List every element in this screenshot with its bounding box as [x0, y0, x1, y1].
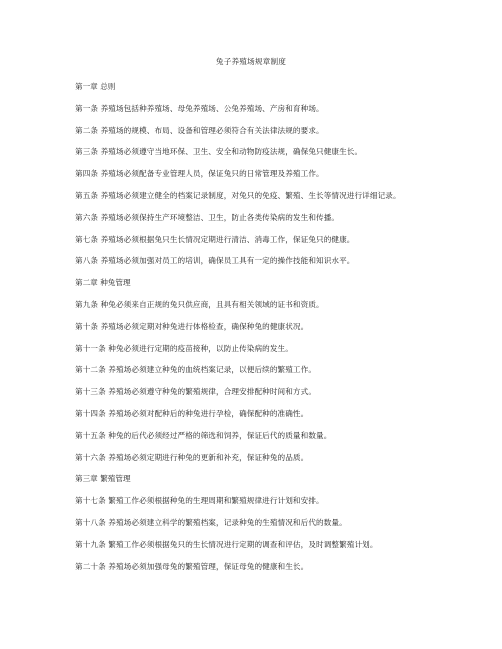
- article-line: 第八条 养殖场必须加强对员工的培训，确保员工具有一定的操作技能和知识水平。: [75, 256, 355, 266]
- article-line: 第十二条 养殖场必须建立种兔的血统档案记录，以便后续的繁殖工作。: [75, 365, 317, 375]
- document-body: [75, 82, 435, 583]
- article-line: 第四条 养殖场必须配备专业管理人员，保证兔只的日常管理及养殖工作。: [75, 169, 324, 179]
- article-line: 第七条 养殖场必须根据兔只生长情况定期进行清洁、消毒工作，保证兔只的健康。: [75, 234, 355, 244]
- article-line: 第十八条 养殖场必须建立科学的繁殖档案，记录种兔的生殖情况和后代的数量。: [75, 517, 347, 527]
- article-line: 第二十条 养殖场必须加强母兔的繁殖管理，保证母兔的健康和生长。: [75, 561, 309, 571]
- article-line: 第六条 养殖场必须保持生产环境整洁、卫生，防止各类传染病的发生和传播。: [75, 212, 340, 222]
- article-line: 第九条 种兔必须来自正规的兔只供应商，且具有相关领域的证书和资质。: [75, 299, 324, 309]
- article-line: 第五条 养殖场必须建立健全的档案记录制度，对兔只的免疫、繁殖、生长等情况进行详细记录。: [75, 190, 401, 200]
- article-line: 第十七条 繁殖工作必须根据种兔的生理周期和繁殖规律进行计划和安排。: [75, 496, 324, 506]
- chapter-heading: 第三章 繁殖管理: [75, 474, 131, 484]
- article-line: 第十四条 养殖场必须对配种后的种兔进行孕检，确保配种的准确性。: [75, 408, 309, 418]
- article-line: 第十五条 种兔的后代必须经过严格的筛选和饲养，保证后代的质量和数量。: [75, 430, 332, 440]
- article-line: 第二条 养殖场的规模、布局、设备和管理必须符合有关法律法规的要求。: [75, 125, 324, 135]
- article-line: 第十条 养殖场必须定期对种兔进行体格检查，确保种兔的健康状况。: [75, 321, 309, 331]
- chapter-heading: 第一章 总则: [75, 82, 116, 91]
- article-line: 第十六条 养殖场必须定期进行种兔的更新和补充，保证种兔的品质。: [75, 452, 309, 462]
- chapter-heading: 第二章 种兔管理: [75, 278, 131, 288]
- article-line: 第十一条 种兔必须进行定期的疫苗接种，以防止传染病的发生。: [75, 343, 293, 353]
- article-line: 第十三条 养殖场必须遵守种兔的繁殖规律，合理安排配种时间和方式。: [75, 387, 317, 397]
- document-title: 兔子养殖场规章制度: [215, 57, 287, 66]
- article-line: 第一条 养殖场包括种养殖场、母兔养殖场、公兔养殖场、产房和育种场。: [75, 103, 324, 113]
- article-line: 第三条 养殖场必须遵守当地环保、卫生、安全和动物防疫法规，确保兔只健康生长。: [75, 147, 363, 157]
- article-line: 第十九条 繁殖工作必须根据兔只的生长情况进行定期的调查和评估，及时调整繁殖计划。: [75, 539, 378, 549]
